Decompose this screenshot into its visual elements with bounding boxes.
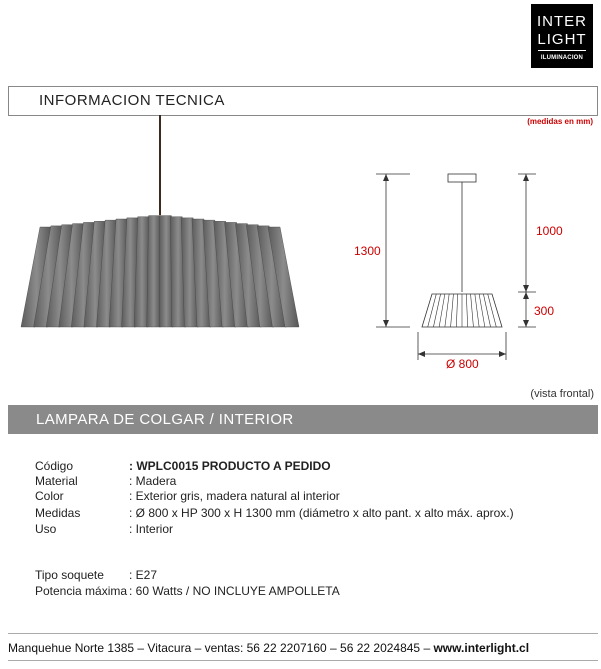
header-line-left [8, 86, 9, 116]
header-line-right [597, 86, 598, 116]
spec-label-socket: Tipo soquete [35, 568, 104, 582]
dim-shade-height: 300 [534, 304, 555, 318]
shade-slat [147, 216, 161, 327]
brand-line2: LIGHT [537, 31, 587, 48]
product-bar-title: LAMPARA DE COLGAR / INTERIOR [36, 411, 294, 428]
spec-label-material: Material [35, 474, 78, 488]
footer-line-top [8, 633, 598, 634]
section-title: INFORMACION TECNICA [39, 92, 225, 109]
spec-label-size: Medidas [35, 506, 81, 520]
dim-diameter: Ø 800 [446, 357, 479, 371]
brand-logo [531, 4, 593, 68]
spec-label-color: Color [35, 489, 64, 503]
header-line-top [8, 86, 598, 87]
spec-value-size: : Ø 800 x HP 300 x H 1300 mm (diámetro x alto pant. x alto máx. aprox.) [129, 506, 514, 520]
product-photo [20, 115, 302, 340]
footer-address: Manquehue Norte 1385 – Vitacura – ventas: 56 22 2207160 – 56 22 2024845 – [8, 641, 431, 655]
units-note: (medidas en mm) [527, 117, 593, 126]
spec-value-use: : Interior [129, 522, 174, 536]
footer-website-link[interactable]: www.interlight.cl [433, 641, 530, 655]
spec-label-power: Potencia máxima [35, 584, 128, 598]
product-bar [8, 405, 598, 434]
spec-value-code: : WPLC0015 PRODUCTO A PEDIDO [129, 459, 331, 473]
footer-line-bottom [8, 660, 598, 661]
footer-contact [8, 641, 529, 655]
dimension-diagram [340, 160, 600, 375]
brand-sub: ILUMINACION [540, 55, 584, 61]
spec-label-code: Código [35, 459, 74, 473]
spec-value-color: : Exterior gris, madera natural al interior [129, 489, 340, 503]
spec-value-socket: : E27 [129, 568, 158, 582]
spec-value-material: : Madera [129, 474, 177, 488]
view-note: (vista frontal) [530, 388, 594, 400]
brand-line1: INTER [537, 13, 587, 30]
dim-total-height: 1300 [354, 244, 381, 258]
brand-divider [538, 50, 586, 51]
spec-label-use: Uso [35, 522, 57, 536]
dim-cable: 1000 [536, 224, 563, 238]
spec-value-power: : 60 Watts / NO INCLUYE AMPOLLETA [129, 584, 340, 598]
